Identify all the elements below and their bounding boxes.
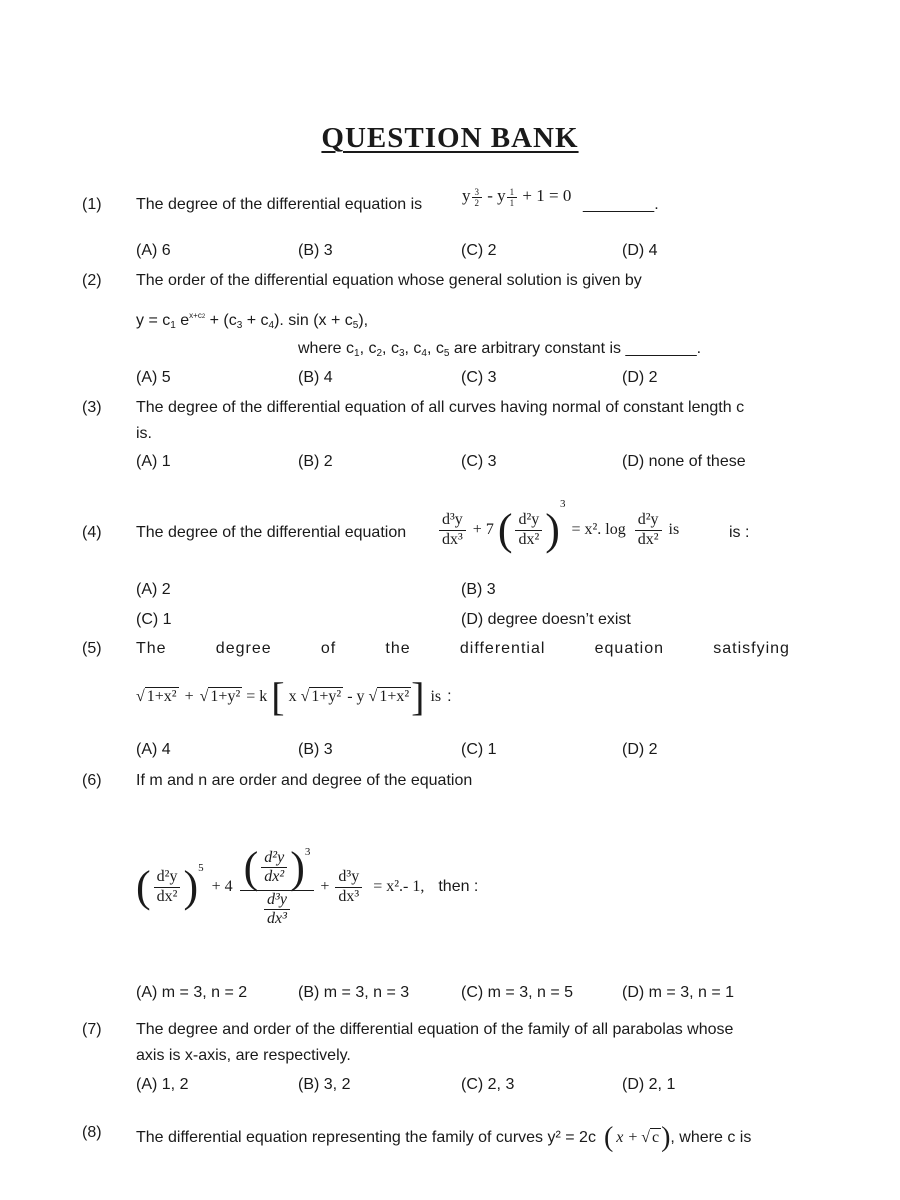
equation: y $\frac{3}{2}$ - y $\frac{1}{1}$ + 1 = 0 <box>462 186 572 209</box>
option-a: (A) 1 <box>136 453 171 470</box>
option-b: (B) 3 <box>298 741 333 758</box>
option-a: (A) 1, 2 <box>136 1076 189 1093</box>
question-text: is : <box>729 524 750 541</box>
question-text: The degree and order of the differential equation of the family of all parabolas whose <box>136 1021 734 1038</box>
page-title: QUESTION BANK <box>321 122 579 154</box>
question-number: (1) <box>82 196 102 213</box>
question-number: (3) <box>82 399 102 416</box>
option-a: (A) 2 <box>136 581 171 598</box>
question-text: The degree of the differential equation satisfying <box>136 640 790 657</box>
question-text: The differential equation representing the family of curves y² = 2c ( x + √ c ) , where c is <box>136 1122 752 1153</box>
option-b: (B) 3 <box>298 242 333 259</box>
option-d: (D) degree doesn’t exist <box>461 611 631 628</box>
question-text: The degree of the differential equation of all curves having normal of constant length c <box>136 399 745 416</box>
option-c: (C) 3 <box>461 369 497 386</box>
option-c: (C) 3 <box>461 453 497 470</box>
option-a: (A) 6 <box>136 242 171 259</box>
option-d: (D) m = 3, n = 1 <box>622 984 735 1001</box>
option-c: (C) 2, 3 <box>461 1076 515 1093</box>
question-number: (4) <box>82 524 102 541</box>
question-text: The degree of the differential equation is <box>136 196 423 213</box>
question-text: axis is x-axis, are respectively. <box>136 1047 351 1064</box>
question-text: where $c_1$, $c_2$, $c_3$, $c_4$, $c_5$ are arbitrary constant is ________. <box>298 340 702 359</box>
option-b: (B) 2 <box>298 453 333 470</box>
option-a: (A) 4 <box>136 741 171 758</box>
option-c: (C) 1 <box>136 611 172 628</box>
option-a: (A) 5 <box>136 369 171 386</box>
option-c: (C) 2 <box>461 242 497 259</box>
question-text: is. <box>136 425 152 442</box>
question-number: (7) <box>82 1021 102 1038</box>
equation: √ 1+x² + √ 1+y² = k [ x √ 1+y² - y √ 1+x² ] is : <box>136 674 452 719</box>
question-number: (5) <box>82 640 102 657</box>
option-d: (D) 2 <box>622 369 658 386</box>
equation: $y = c_1$ $e^{x+c2} + (c_3 + c_4)$. $\sin (x + c_5)$, <box>136 311 369 331</box>
option-c: (C) 1 <box>461 741 497 758</box>
option-b: (B) 3 <box>461 581 496 598</box>
option-b: (B) 4 <box>298 369 333 386</box>
question-number: (8) <box>82 1124 102 1141</box>
option-a: (A) m = 3, n = 2 <box>136 984 248 1001</box>
option-d: (D) 4 <box>622 242 658 259</box>
question-number: (6) <box>82 772 102 789</box>
option-c: (C) m = 3, n = 5 <box>461 984 574 1001</box>
equation: ( $\frac{\text{d²y}}{\text{dx²}}$ ) 5 + 4 ( $\frac{\text{d²y}}{\text{dx²}}$ ) 3 $\frac{\text{d³y}}{\text{dx³}}$ + $\frac{\text{d³y}}{\text{dx³}}$ = x².- 1, then : <box>136 842 479 927</box>
question-number: (2) <box>82 272 102 289</box>
question-text: The order of the differential equation whose general solution is given by <box>136 272 642 289</box>
option-b: (B) 3, 2 <box>298 1076 351 1093</box>
option-d: (D) 2, 1 <box>622 1076 676 1093</box>
equation: $\frac{\text{d³y}}{\text{dx³}}$ + 7 ( $\frac{\text{d²y}}{\text{dx²}}$ ) 3 = x². log $\frac{\text{d²y}}{\text{dx²}}$ is <box>436 500 679 560</box>
question-text: The degree of the differential equation <box>136 524 407 541</box>
option-d: (D) none of these <box>622 453 746 470</box>
option-d: (D) 2 <box>622 741 658 758</box>
answer-blank: ________. <box>583 196 659 213</box>
option-b: (B) m = 3, n = 3 <box>298 984 410 1001</box>
question-text: If m and n are order and degree of the equation <box>136 772 473 789</box>
